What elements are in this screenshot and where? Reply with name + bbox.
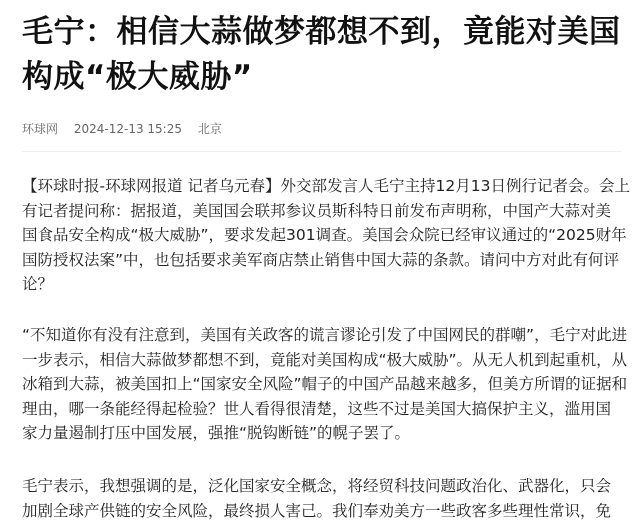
paragraph-line: 国食品安全构成“极大威胁”，要求发起301调查。美国会众院已经审议通过的“2025财年 <box>22 226 627 245</box>
paragraph-line: 理由，哪一条能经得起检验？世人看得很清楚，这些不过是美国大搞保护主义，滥用国 <box>22 399 612 418</box>
publish-location: 北京 <box>197 122 222 136</box>
article-paragraph <box>22 174 634 297</box>
paragraph-line: 一步表示，相信大蒜做梦都想不到，竟能对美国构成“极大威胁”。从无人机到起重机，从 <box>22 350 628 369</box>
headline-line: 毛宁：相信大蒜做梦都想不到，竟能对美国 <box>22 14 621 50</box>
publish-datetime: 2024-12-13 15:25 <box>73 122 182 136</box>
paragraph-line: 有记者提问称：据报道，美国国会联邦参议员斯科特日前发布声明称，中国产大蒜对美 <box>22 201 612 220</box>
paragraph-line: “不知道你有没有注意到，美国有关政客的谎言谬论引发了中国网民的群嘲”，毛宁对此进 <box>22 326 628 344</box>
article-meta <box>22 121 234 137</box>
source-name[interactable]: 环球网 <box>22 122 59 136</box>
paragraph-line: 加剧全球产供链的安全风险，最终损人害己。我们奉劝美方一些政客多些理性常识，免 <box>22 501 612 520</box>
paragraph-line: 论？ <box>22 275 54 294</box>
article-headline <box>22 10 622 100</box>
article-paragraph <box>22 474 634 523</box>
paragraph-line: 冰箱到大蒜，被美国扣上“国家安全风险”帽子的中国产品越来越多，但美方所谓的证据和 <box>22 375 628 394</box>
paragraph-line: 家力量遏制打压中国发展，强推“脱钩断链”的幌子罢了。 <box>22 424 411 443</box>
meta-divider <box>22 151 622 152</box>
paragraph-line: 国防授权法案”中，也包括要求美军商店禁止销售中国大蒜的条款。请问中方对此有何评 <box>22 250 620 269</box>
headline-line: 构成“极大威胁” <box>22 59 253 95</box>
paragraph-line: 【环球时报-环球网报道 记者乌元春】外交部发言人毛宁主持12月13日例行记者会。会上 <box>22 177 630 195</box>
paragraph-line: 毛宁表示，我想强调的是，泛化国家安全概念，将经贸科技问题政治化、武器化，只会 <box>22 477 612 495</box>
article-paragraph <box>22 323 634 446</box>
